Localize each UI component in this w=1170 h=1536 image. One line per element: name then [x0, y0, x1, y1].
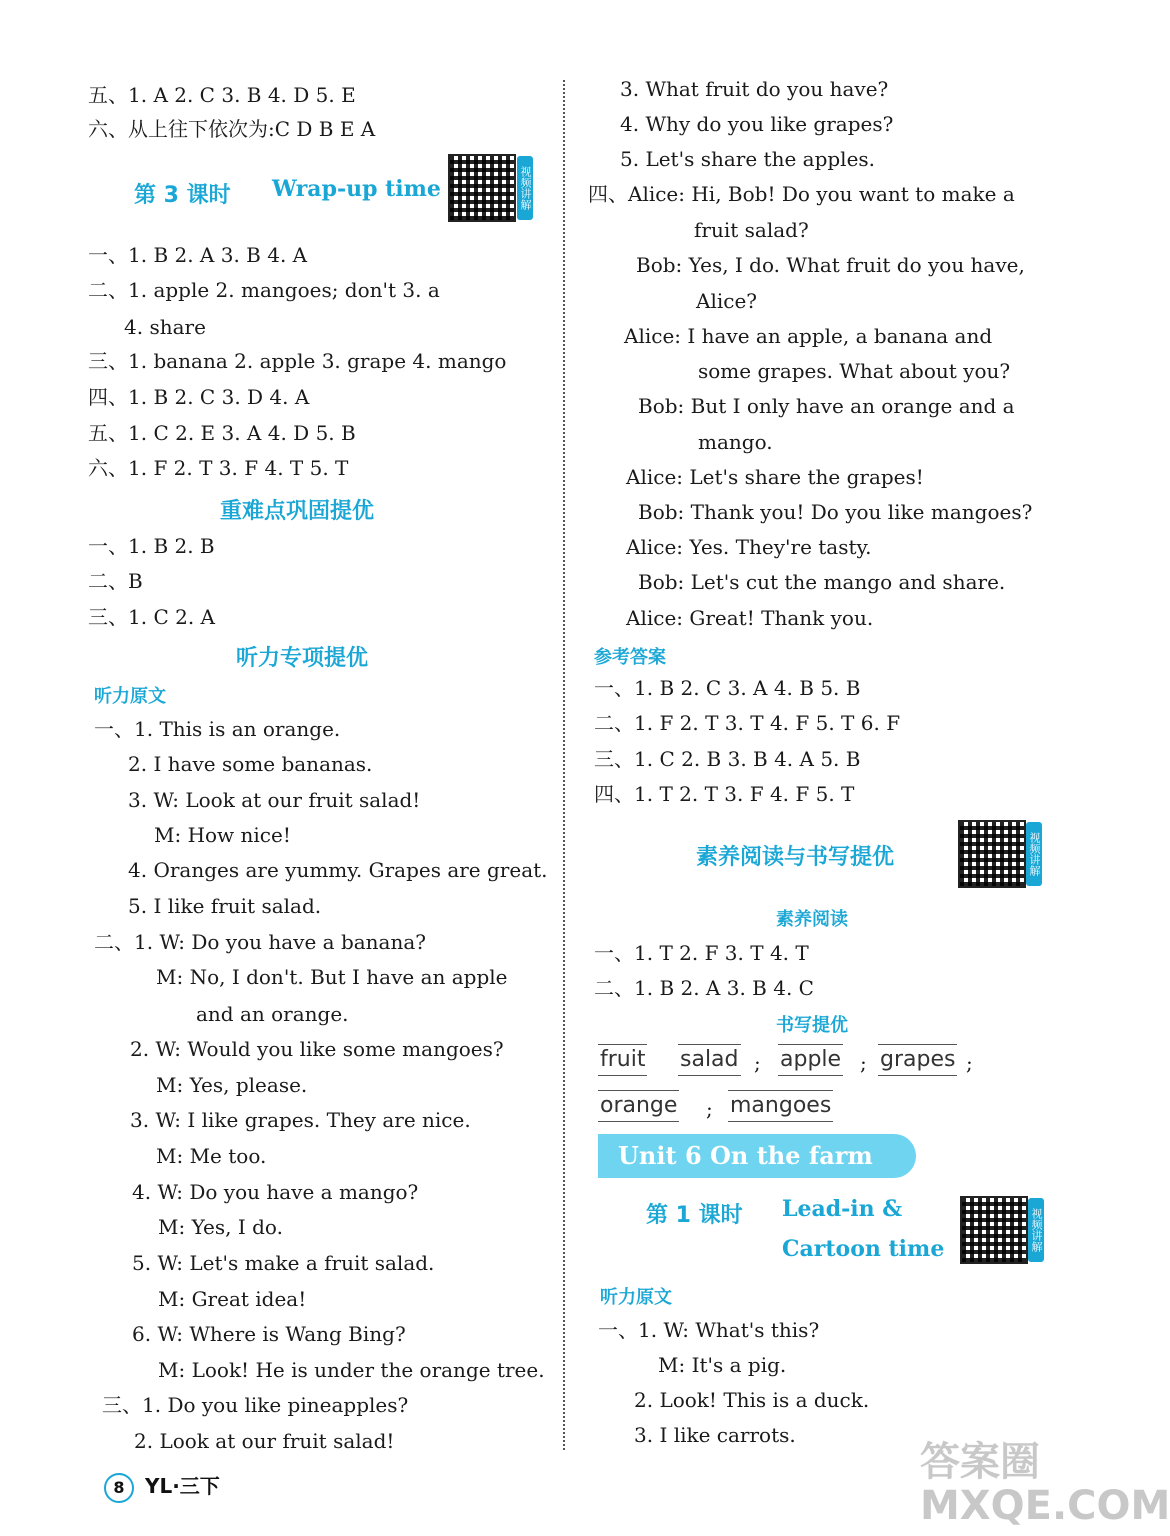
script-line: Bob: Thank you! Do you like mangoes? [638, 500, 1033, 524]
answer-line: 五、1. C 2. E 3. A 4. D 5. B [88, 421, 356, 445]
script-line: M: Look! He is under the orange tree. [158, 1358, 545, 1382]
script-line: 4. Why do you like grapes? [620, 112, 894, 136]
answer-line: 二、1. B 2. A 3. B 4. C [594, 976, 814, 1000]
script-line: 二、1. W: Do you have a banana? [94, 930, 427, 954]
listening-label: 听力原文 [600, 1287, 672, 1308]
section-title: 重难点巩固提优 [220, 499, 375, 524]
script-line: 4. W: Do you have a mango? [132, 1180, 419, 1204]
watermark [920, 1440, 1170, 1528]
book-code: YL·三下 [144, 1474, 220, 1498]
script-line: 3. What fruit do you have? [620, 77, 889, 101]
script-line: 2. W: Would you like some mangoes? [130, 1037, 504, 1061]
answer-line: 三、1. C 2. A [88, 605, 215, 629]
lesson1-subtitle: Lead-in & [782, 1196, 903, 1222]
answer-line: 二、B [88, 569, 143, 593]
script-line: and an orange. [196, 1002, 349, 1026]
script-line: 一、1. This is an orange. [94, 717, 341, 741]
watermark-text: 答案圈 MXQE.COM [920, 1439, 1170, 1529]
script-line: M: How nice! [154, 823, 291, 847]
script-line: 5. Let's share the apples. [620, 147, 876, 171]
writing-subtitle: 书写提优 [776, 1015, 848, 1036]
script-line: 四、Alice: Hi, Bob! Do you want to make a [588, 182, 1015, 206]
separator: ; [966, 1051, 973, 1075]
lesson1-title: 第 1 课时 [646, 1203, 743, 1228]
answer-label: 参考答案 [594, 647, 666, 668]
answer-line: 五、1. A 2. C 3. B 4. D 5. E [88, 83, 356, 107]
video-tag: 视频讲解 [1026, 822, 1042, 886]
qr-code-icon[interactable] [958, 820, 1026, 888]
script-line: 3. I like carrots. [634, 1423, 796, 1447]
lesson1-subtitle: Cartoon time [782, 1236, 945, 1262]
script-line: mango. [698, 430, 773, 454]
script-line: M: No, I don't. But I have an apple [156, 965, 508, 989]
script-line: M: Great idea! [158, 1287, 307, 1311]
writing-word: salad [678, 1044, 741, 1076]
qr-code-icon[interactable] [960, 1196, 1028, 1264]
answer-line: 一、1. T 2. F 3. T 4. T [594, 941, 809, 965]
answer-line: 六、1. F 2. T 3. F 4. T 5. T [88, 456, 349, 480]
script-line: 5. W: Let's make a fruit salad. [132, 1251, 435, 1275]
script-line: Alice: Let's share the grapes! [626, 465, 924, 489]
page-footer [104, 1470, 220, 1503]
writing-word: mangoes [728, 1090, 833, 1122]
column-divider [563, 80, 565, 1450]
video-tag: 视频讲解 [517, 156, 533, 220]
answer-line: 二、1. apple 2. mangoes; don't 3. a [88, 278, 440, 302]
script-line: M: Me too. [156, 1144, 267, 1168]
video-tag: 视频讲解 [1028, 1198, 1044, 1262]
separator: ; [754, 1051, 761, 1075]
script-line: 三、1. Do you like pineapples? [102, 1393, 409, 1417]
script-line: Alice: Great! Thank you. [626, 606, 874, 630]
writing-word: orange [598, 1090, 679, 1122]
answer-line: 一、1. B 2. B [88, 534, 215, 558]
script-line: 2. Look at our fruit salad! [134, 1429, 395, 1453]
script-line: 6. W: Where is Wang Bing? [132, 1322, 406, 1346]
script-line: Bob: Let's cut the mango and share. [638, 570, 1006, 594]
writing-word: grapes [878, 1044, 957, 1076]
answer-line: 4. share [124, 315, 206, 339]
answer-line: 四、1. T 2. T 3. F 4. F 5. T [594, 782, 855, 806]
qr-code-icon[interactable] [448, 154, 516, 222]
unit-banner: Unit 6 On the farm [598, 1134, 916, 1178]
script-line: 3. W: I like grapes. They are nice. [130, 1108, 471, 1132]
answer-line: 一、1. B 2. C 3. A 4. B 5. B [594, 676, 861, 700]
script-line: 2. I have some bananas. [128, 752, 373, 776]
answer-line: 一、1. B 2. A 3. B 4. A [88, 243, 308, 267]
separator: ; [706, 1097, 713, 1121]
script-line: Alice? [696, 289, 757, 313]
answer-line: 二、1. F 2. T 3. T 4. F 5. T 6. F [594, 711, 901, 735]
writing-word: apple [778, 1044, 843, 1076]
script-line: 2. Look! This is a duck. [634, 1388, 870, 1412]
reading-subtitle: 素养阅读 [776, 909, 848, 930]
answer-line: 三、1. C 2. B 3. B 4. A 5. B [594, 747, 861, 771]
section-title: 听力专项提优 [236, 646, 369, 671]
script-line: 一、1. W: What's this? [598, 1318, 820, 1342]
script-line: Alice: I have an apple, a banana and [624, 324, 993, 348]
separator: ; [860, 1051, 867, 1075]
script-line: Bob: Yes, I do. What fruit do you have, [636, 253, 1025, 277]
script-line: M: Yes, please. [156, 1073, 308, 1097]
lesson3-subtitle: Wrap-up time [272, 176, 441, 202]
answer-line: 三、1. banana 2. apple 3. grape 4. mango [88, 349, 507, 373]
script-line: M: Yes, I do. [158, 1215, 283, 1239]
page-number: 8 [104, 1473, 134, 1503]
script-line: fruit salad? [694, 218, 809, 242]
script-line: 3. W: Look at our fruit salad! [128, 788, 421, 812]
section-title: 素养阅读与书写提优 [696, 845, 895, 870]
script-line: Bob: But I only have an orange and a [638, 394, 1015, 418]
listening-label: 听力原文 [94, 686, 166, 707]
lesson3-title: 第 3 课时 [134, 183, 231, 208]
script-line: some grapes. What about you? [698, 359, 1011, 383]
answer-line: 六、从上往下依次为:C D B E A [88, 117, 376, 141]
writing-word: fruit [598, 1044, 647, 1076]
script-line: 5. I like fruit salad. [128, 894, 322, 918]
script-line: M: It's a pig. [658, 1353, 787, 1377]
answer-line: 四、1. B 2. C 3. D 4. A [88, 385, 310, 409]
script-line: Alice: Yes. They're tasty. [626, 535, 872, 559]
script-line: 4. Oranges are yummy. Grapes are great. [128, 858, 548, 882]
